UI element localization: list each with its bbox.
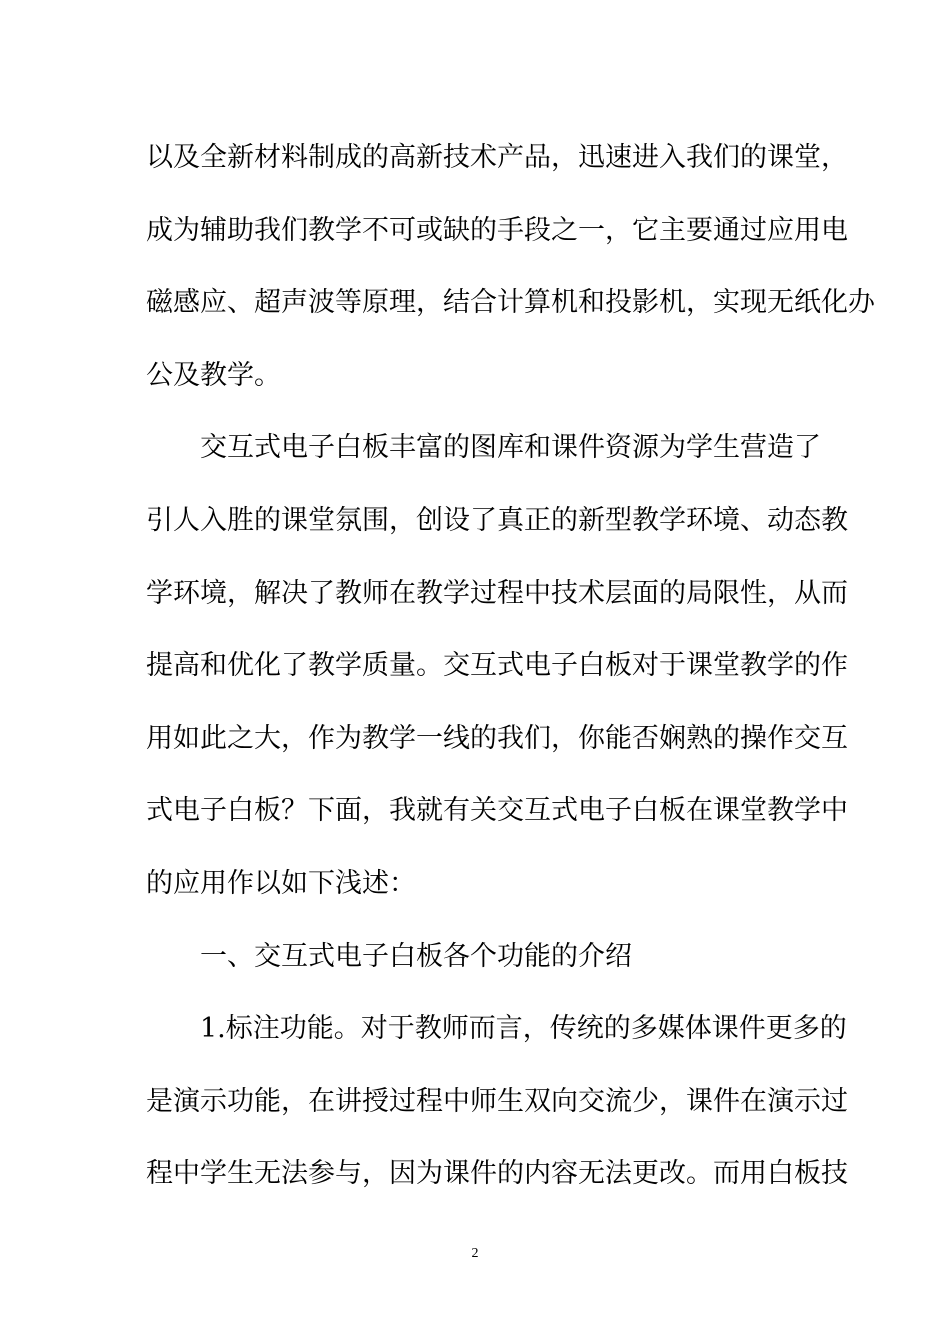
text-line-1: 以及全新材料制成的高新技术产品，迅速进入我们的课堂， — [146, 142, 848, 173]
section-heading: 一、交互式电子白板各个功能的介绍 — [200, 940, 632, 972]
text-line-14: 是演示功能，在讲授过程中师生双向交流少，课件在演示过 — [146, 1085, 848, 1117]
text-line-2: 成为辅助我们教学不可或缺的手段之一，它主要通过应用电 — [146, 214, 848, 246]
text-line-6: 引人入胜的课堂氛围，创设了真正的新型教学环境、动态教 — [146, 504, 848, 536]
text-line-5: 交互式电子白板丰富的图库和课件资源为学生营造了 — [200, 432, 821, 464]
text-line-3: 磁感应、超声波等原理，结合计算机和投影机，实现无纸化办 — [146, 287, 875, 319]
text-line-11: 的应用作以如下浅述： — [146, 867, 416, 899]
text-line-7: 学环境，解决了教师在教学过程中技术层面的局限性，从而 — [146, 577, 848, 609]
text-line-15: 程中学生无法参与，因为课件的内容无法更改。而用白板技 — [146, 1158, 848, 1190]
text-line-10: 式电子白板？下面，我就有关交互式电子白板在课堂教学中 — [146, 795, 848, 827]
page-number: 2 — [471, 1246, 479, 1261]
text-line-4: 公及教学。 — [146, 359, 281, 391]
text-line-8: 提高和优化了教学质量。交互式电子白板对于课堂教学的作 — [146, 650, 848, 682]
text-line-9: 用如此之大，作为教学一线的我们，你能否娴熟的操作交互 — [146, 722, 848, 754]
body-text — [146, 128, 875, 1217]
text-line-13: 1.标注功能。对于教师而言，传统的多媒体课件更多的 — [200, 1013, 847, 1045]
